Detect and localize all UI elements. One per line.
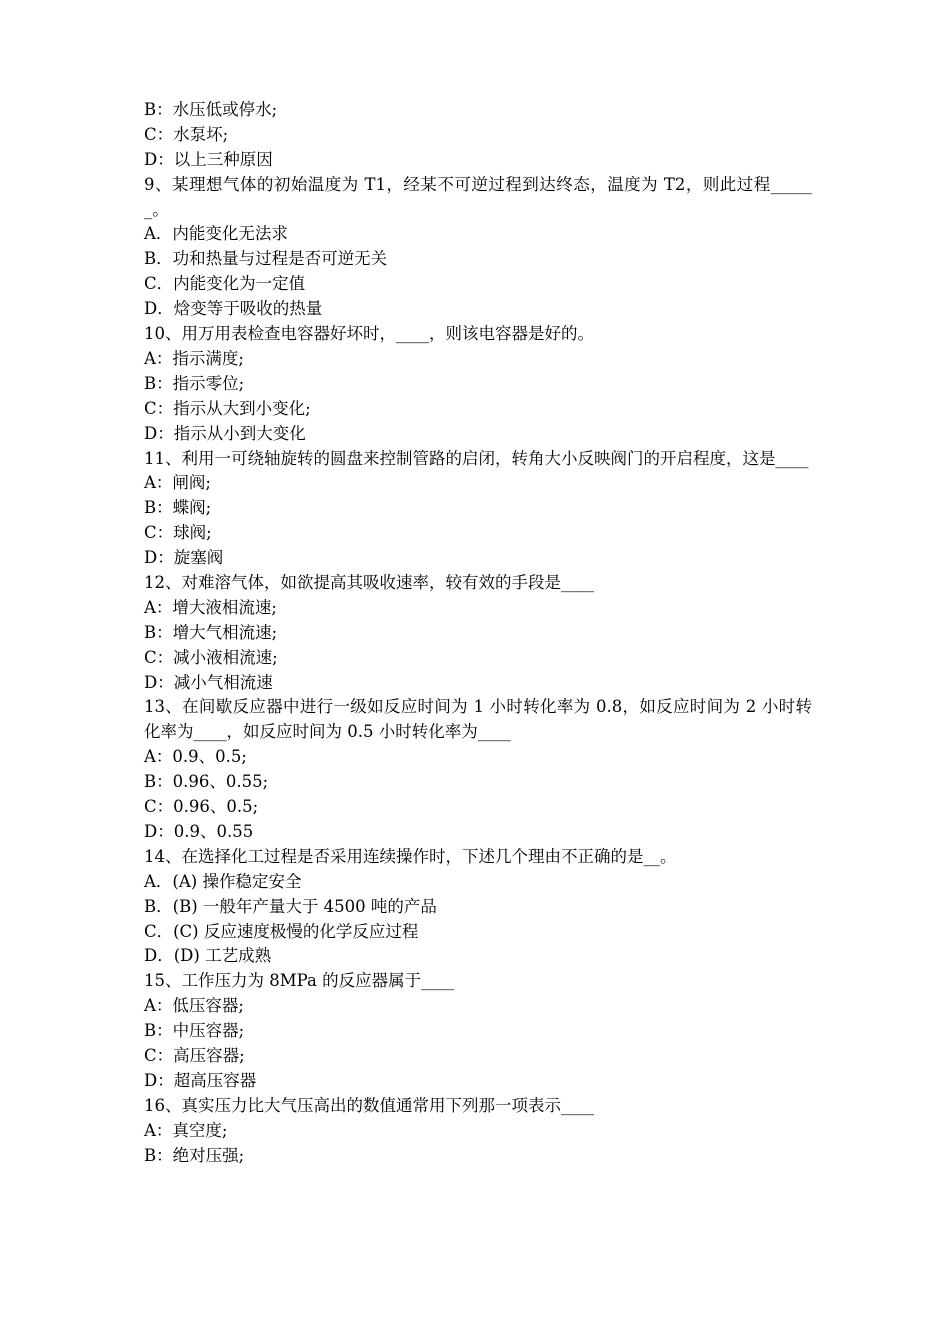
option-line: C：球阀; [144, 523, 212, 543]
option-line: C：减小液相流速; [144, 647, 278, 667]
question-text: 14、在选择化工过程是否采用连续操作时，下述几个理由不正确的是__。 [144, 846, 677, 866]
question-11 [144, 447, 812, 571]
option-line: D：指示从小到大变化 [144, 423, 306, 443]
question-14 [144, 845, 812, 969]
option-line: B：增大气相流速; [144, 622, 278, 642]
question-text: 16、真实压力比大气压高出的数值通常用下列那一项表示____ [144, 1095, 594, 1115]
question-text: 12、对难溶气体，如欲提高其吸收速率，较有效的手段是____ [144, 572, 594, 592]
option-line: A：低压容器; [144, 996, 244, 1016]
option-line: D：旋塞阀 [144, 548, 224, 568]
option-line: C：水泵坏; [144, 124, 229, 144]
option-line: B．功和热量与过程是否可逆无关 [144, 249, 388, 269]
option-line: A：指示满度; [144, 348, 244, 368]
option-line: A：0.9、0.5; [144, 747, 247, 767]
question-text: 13、在间歇反应器中进行一级如反应时间为 1 小时转化率为 0.8，如反应时间为 2 小时转化率为____，如反应时间为 0.5 小时转化率为____ [144, 697, 812, 742]
option-line: C．(C) 反应速度极慢的化学反应过程 [144, 921, 419, 941]
option-line: B：蝶阀; [144, 498, 212, 518]
option-line: B：绝对压强; [144, 1145, 245, 1165]
option-line: C：指示从大到小变化; [144, 398, 311, 418]
question-9 [144, 173, 812, 322]
option-line: B．(B) 一般年产量大于 4500 吨的产品 [144, 896, 437, 916]
question-text: 9、某理想气体的初始温度为 T1，经某不可逆过程到达终态，温度为 T2，则此过程______。 [144, 174, 812, 219]
question-15 [144, 969, 812, 1093]
option-line: A：真空度; [144, 1120, 228, 1140]
option-line: D．焓变等于吸收的热量 [144, 299, 323, 319]
option-line: B：水压低或停水; [144, 100, 278, 119]
option-line: D：减小气相流速 [144, 672, 273, 692]
option-line: D．(D) 工艺成熟 [144, 946, 272, 966]
option-line: A．(A) 操作稳定安全 [144, 871, 302, 891]
option-line: C：0.96、0.5; [144, 797, 259, 817]
option-line: C．内能变化为一定值 [144, 274, 306, 294]
question-text: 15、工作压力为 8MPa 的反应器属于____ [144, 971, 455, 991]
option-line: A：闸阀; [144, 473, 211, 493]
option-line: C：高压容器; [144, 1045, 245, 1065]
question-text: 10、用万用表检查电容器好坏时，____，则该电容器是好的。 [144, 324, 594, 344]
question-10 [144, 322, 812, 446]
option-line: A．内能变化无法求 [144, 224, 288, 244]
option-line: D：0.9、0.55 [144, 821, 254, 841]
question-12 [144, 571, 812, 695]
continued-options [144, 98, 812, 173]
option-line: D：超高压容器 [144, 1070, 257, 1090]
question-16 [144, 1094, 812, 1169]
question-text: 11、利用一可绕轴旋转的圆盘来控制管路的启闭，转角大小反映阀门的开启程度，这是____ [144, 448, 809, 468]
option-line: D：以上三种原因 [144, 149, 273, 169]
question-13 [144, 695, 812, 844]
option-line: B：0.96、0.55; [144, 772, 269, 792]
option-line: B：指示零位; [144, 373, 245, 393]
option-line: A：增大液相流速; [144, 597, 277, 617]
document-page [144, 98, 812, 1168]
option-line: B：中压容器; [144, 1021, 245, 1041]
